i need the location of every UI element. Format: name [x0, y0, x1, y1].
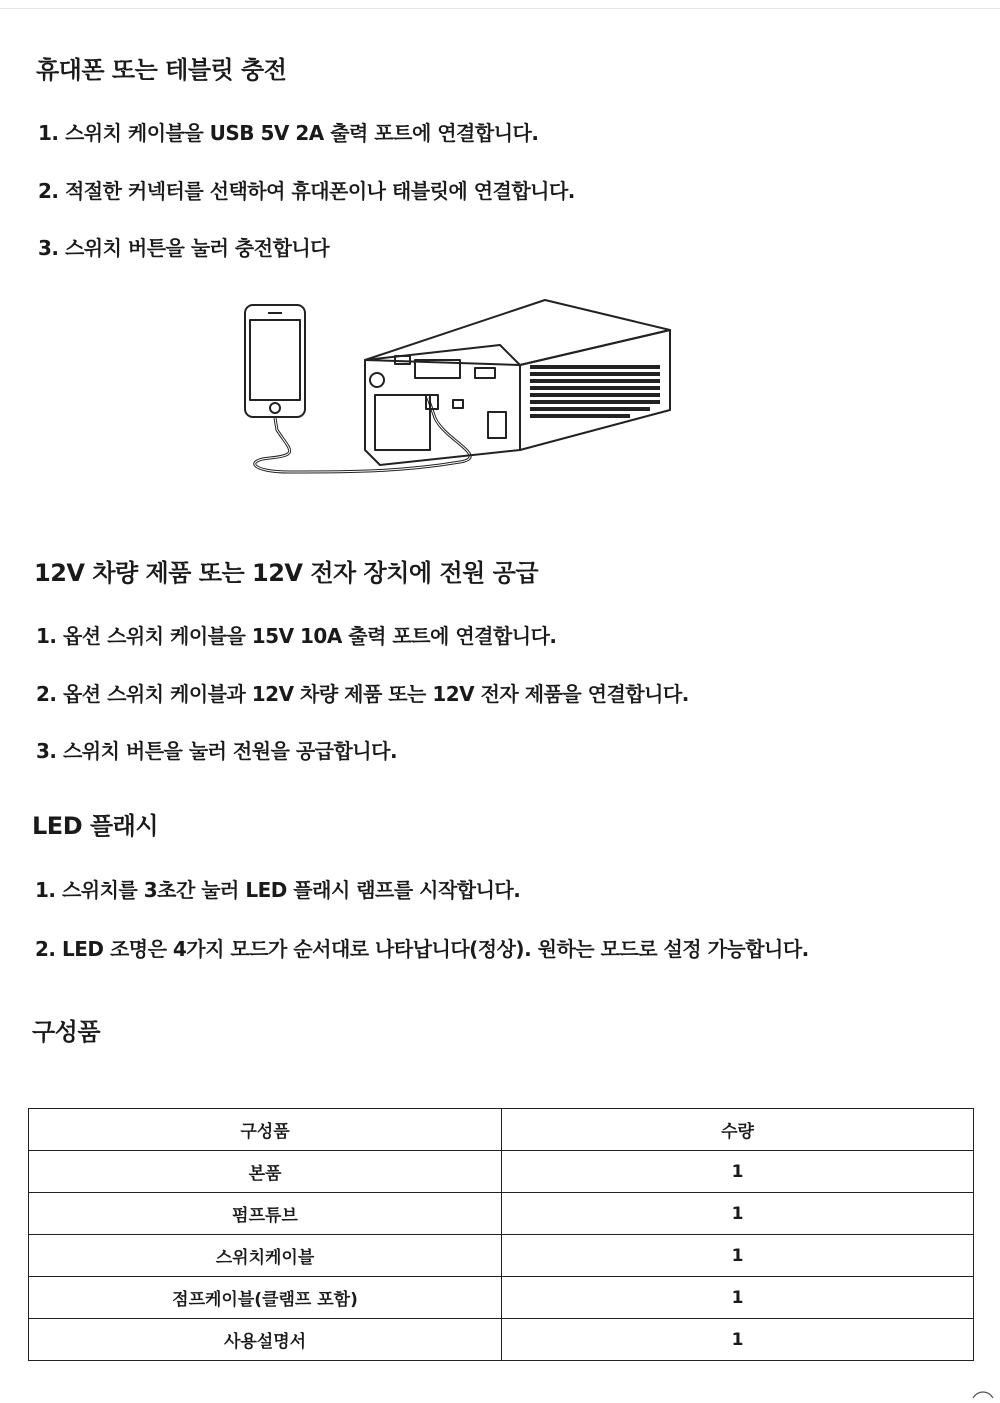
table-cell-quantity: 1 — [502, 1193, 974, 1235]
table-cell-item: 스위치케이블 — [29, 1235, 502, 1277]
table-row — [29, 1151, 974, 1193]
table-header-quantity: 수량 — [502, 1109, 974, 1151]
table-cell-item: 펌프튜브 — [29, 1193, 502, 1235]
table-header-row — [29, 1109, 974, 1151]
phone-charging-illustration — [230, 290, 690, 500]
table-cell-item: 점프케이블(클램프 포함) — [29, 1277, 502, 1319]
section-title-led: LED 플래시 — [32, 812, 159, 840]
table-cell-item: 사용설명서 — [29, 1319, 502, 1361]
section-title-components: 구성품 — [32, 1018, 101, 1046]
led-step-1: 1. 스위치를 3초간 눌러 LED 플래시 램프를 시작합니다. — [35, 878, 521, 902]
table-row — [29, 1235, 974, 1277]
table-header-item: 구성품 — [29, 1109, 502, 1151]
vent-grille — [530, 365, 660, 418]
table-cell-quantity: 1 — [502, 1235, 974, 1277]
table-cell-quantity: 1 — [502, 1277, 974, 1319]
table-row — [29, 1319, 974, 1361]
components-table — [28, 1108, 974, 1361]
charge-step-2: 2. 적절한 커넥터를 선택하여 휴대폰이나 태블릿에 연결합니다. — [38, 179, 575, 203]
table-cell-quantity: 1 — [502, 1151, 974, 1193]
section-title-power: 12V 차량 제품 또는 12V 전자 장치에 전원 공급 — [34, 559, 539, 587]
scan-edge-line — [0, 8, 1000, 9]
phone-screen — [250, 320, 300, 400]
table-cell-quantity: 1 — [502, 1319, 974, 1361]
power-step-2: 2. 옵션 스위치 케이블과 12V 차량 제품 또는 12V 전자 제품을 연결합니다. — [36, 682, 689, 706]
page-curl-mark — [972, 1389, 994, 1399]
table-row — [29, 1193, 974, 1235]
section-title-charge: 휴대폰 또는 테블릿 충전 — [36, 56, 287, 84]
led-step-2: 2. LED 조명은 4가지 모드가 순서대로 나타납니다(정상). 원하는 모드로 설정 가능합니다. — [35, 937, 809, 961]
power-step-1: 1. 옵션 스위치 케이블을 15V 10A 출력 포트에 연결합니다. — [36, 624, 557, 648]
table-row — [29, 1277, 974, 1319]
power-step-3: 3. 스위치 버튼을 눌러 전원을 공급합니다. — [36, 739, 398, 763]
charge-step-3: 3. 스위치 버튼을 눌러 충전합니다 — [38, 236, 330, 260]
table-cell-item: 본품 — [29, 1151, 502, 1193]
charge-step-1: 1. 스위치 케이블을 USB 5V 2A 출력 포트에 연결합니다. — [38, 121, 539, 145]
